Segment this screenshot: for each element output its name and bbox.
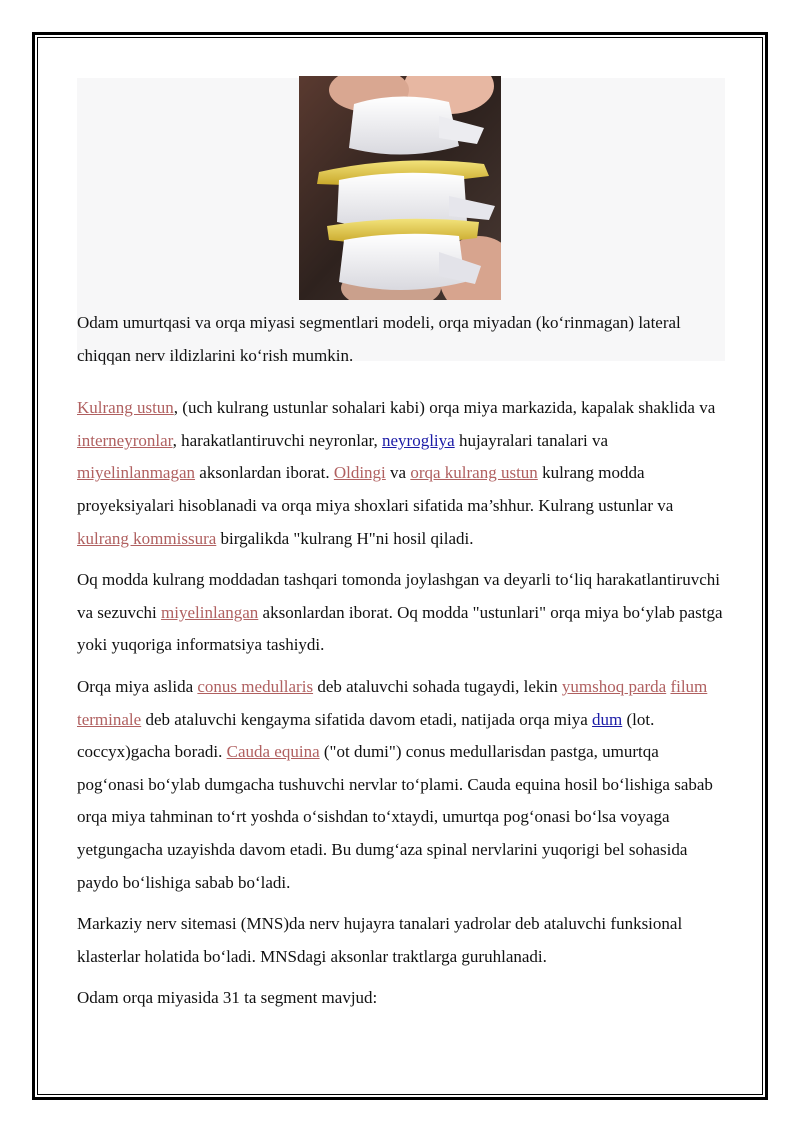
link-orqa-kulrang-ustun[interactable]: orqa kulrang ustun: [410, 463, 538, 483]
link-yumshoq-parda[interactable]: yumshoq parda: [561, 676, 667, 696]
link-oldingi[interactable]: Oldingi: [333, 463, 386, 483]
paragraph-mns: Markaziy nerv sitemasi (MNS)da nerv hujayra tanalari yadrolar deb ataluvchi funksional klasterlar holatida bo‘ladi. MNSdagi aksonlar traktlarga guruhlanadi.: [77, 914, 683, 966]
article-body: [77, 307, 727, 1024]
link-neyrogliya[interactable]: neyrogliya: [381, 430, 455, 450]
link-conus-medullaris[interactable]: conus medullaris: [197, 676, 314, 696]
link-kulrang-ustun[interactable]: Kulrang ustun: [77, 398, 174, 418]
link-interneyronlar[interactable]: interneyronlar: [77, 430, 173, 450]
link-miyelinlanmagan[interactable]: miyelinlanmagan: [77, 463, 196, 483]
link-filum-terminale[interactable]: filum terminale: [77, 676, 708, 729]
link-dum[interactable]: dum: [592, 709, 623, 729]
spine-model-photo: [299, 76, 501, 300]
link-miyelinlangan[interactable]: miyelinlangan: [161, 602, 259, 622]
paragraph-segments: Odam orqa miyasida 31 ta segment mavjud:: [77, 988, 378, 1008]
paragraph-gray-column: Kulrang ustun, (uch kulrang ustunlar sohalari kabi) orqa miya markazida, kapalak shaklida va interneyronlar, harakatlantiruvchi neyronlar, neyrogliya hujayralari tanalari va miyelinlanmagan aksonlardan iborat. Oldingi va orqa kulrang ustun kulrang modda proyeksiyalari hisoblanadi va orqa miya shoxlari sifatida ma’shhur. Kulrang ustunlar va kulrang kommissura birgalikda "kulrang H"ni hosil qiladi.: [77, 398, 716, 548]
link-kulrang-kommissura[interactable]: kulrang kommissura: [77, 528, 217, 548]
paragraph-conus-medullaris: Orqa miya aslida conus medullaris deb ataluvchi sohada tugaydi, lekin yumshoq parda filum terminale deb ataluvchi kengayma sifatida davom etadi, natijada orqa miya dum (lot. coccyx)gacha boradi. Cauda equina ("ot dumi") conus medullarisdan pastga, umurtqa pog‘onasi bo‘ylab dumgacha tushuvchi nervlar to‘plami. Cauda equina hosil bo‘lishiga sabab orqa miya tahminan to‘rt yoshda o‘sishdan to‘xtaydi, umurtqa pog‘onasi bo‘lsa voyaga yetgungacha uzayishda davom etadi. Bu dumg‘aza spinal nervlarini yuqorigi bel sohasida paydo bo‘lishiga sabab bo‘ladi.: [77, 676, 713, 892]
figure-caption: Odam umurtqasi va orqa miyasi segmentlari modeli, orqa miyadan (ko‘rinmagan) lateral chiqqan nerv ildizlarini ko‘rish mumkin.: [77, 313, 681, 365]
link-cauda-equina[interactable]: Cauda equina: [226, 742, 320, 762]
paragraph-white-matter: Oq modda kulrang moddadan tashqari tomonda joylashgan va deyarli to‘liq harakatlantiruvchi va sezuvchi miyelinlangan aksonlardan iborat. Oq modda "ustunlari" orqa miya bo‘ylab pastga yoki yuqoriga informatsiya tashiydi.: [77, 570, 723, 655]
